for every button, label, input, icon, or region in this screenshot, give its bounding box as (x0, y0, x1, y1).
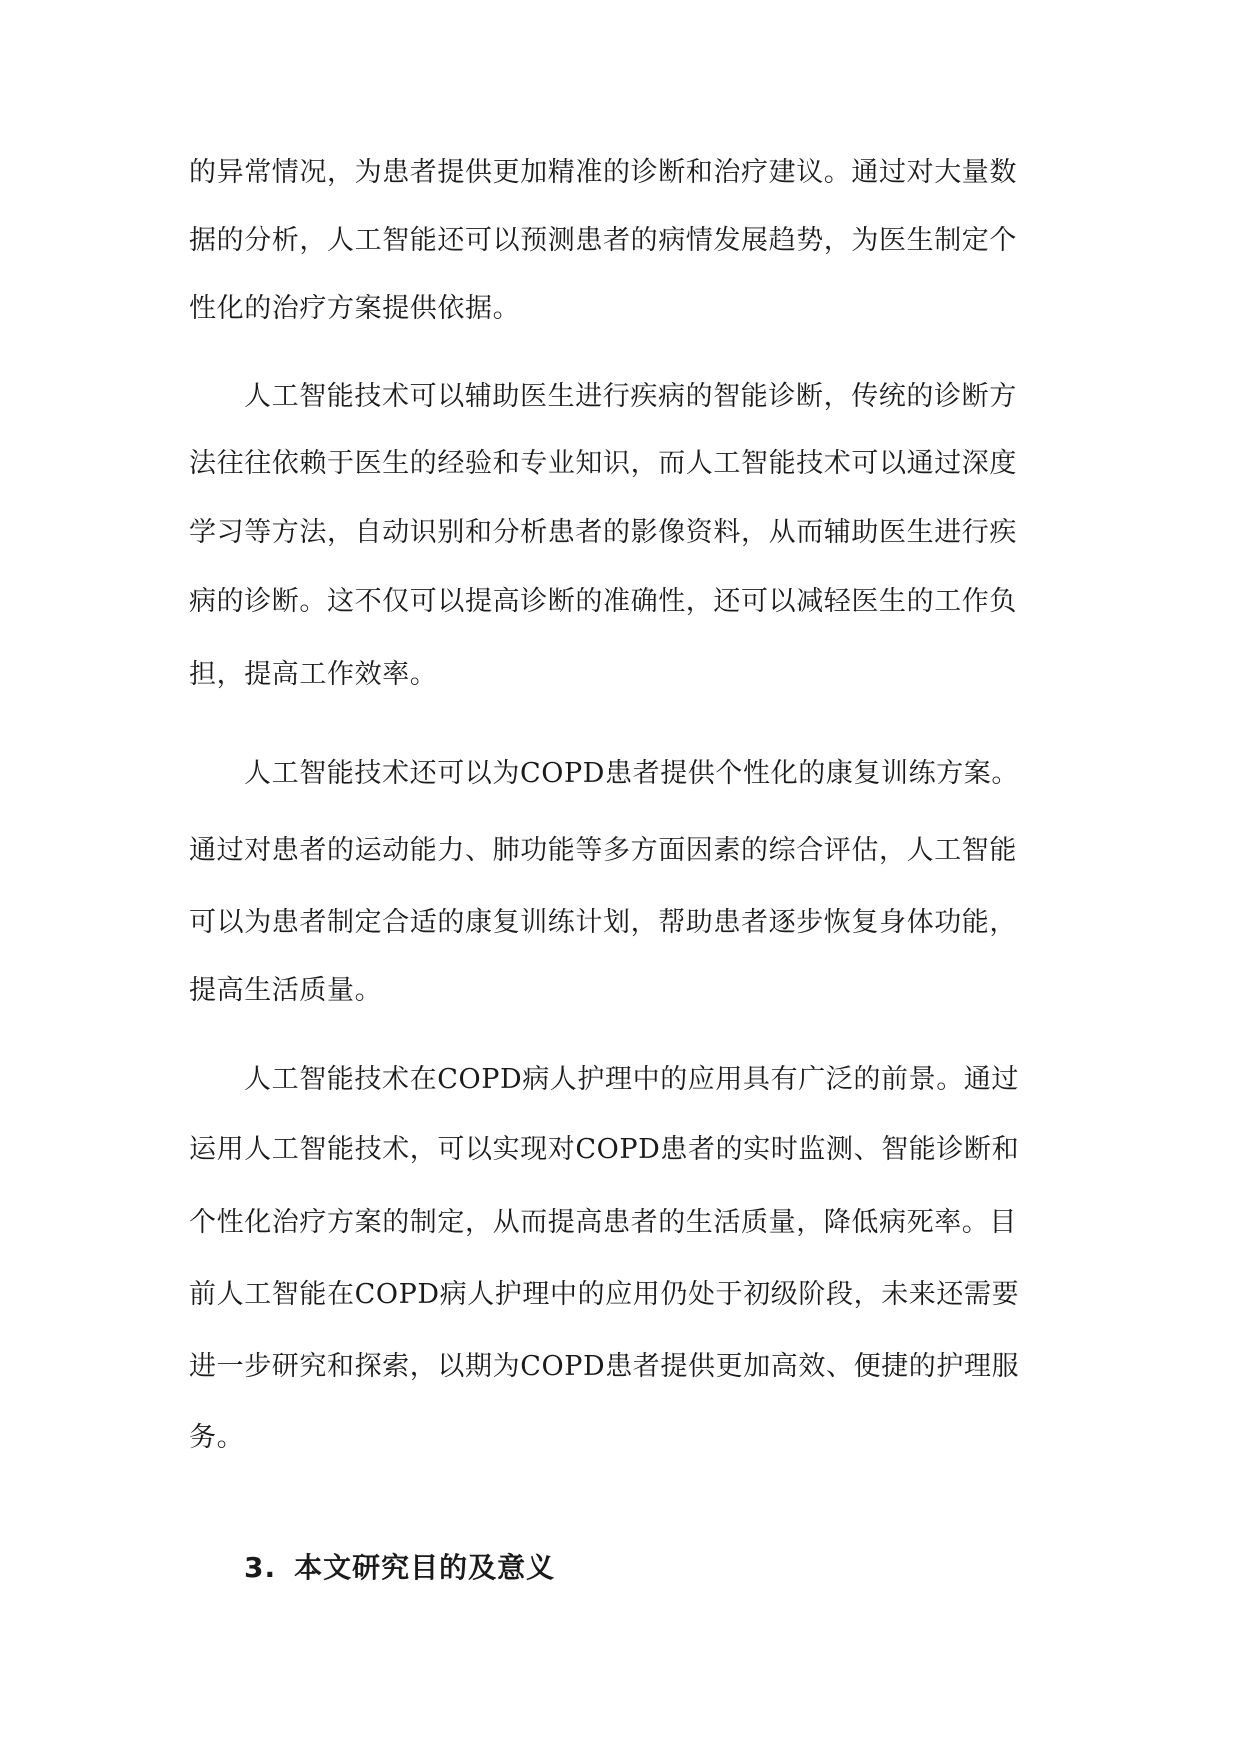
body-line (0, 831, 1241, 871)
body-line (0, 1060, 1241, 1100)
line-text: 人工智能技术可以辅助医生进行疾病的智能诊断，传统的诊断方 (244, 381, 1017, 412)
line-text: 人工智能技术在COPD病人护理中的应用具有广泛的前景。通过 (244, 1064, 1020, 1095)
line-text: 运用人工智能技术，可以实现对COPD患者的实时监测、智能诊断和 (189, 1134, 1020, 1165)
section-heading (244, 1548, 555, 1588)
line-text: 病的诊断。这不仅可以提高诊断的准确性，还可以减轻医生的工作负 (189, 586, 1017, 617)
line-text: 务。 (189, 1422, 245, 1453)
line-text: 据的分析，人工智能还可以预测患者的病情发展趋势，为医生制定个 (189, 225, 1017, 256)
body-line (0, 444, 1241, 484)
line-text: 通过对患者的运动能力、肺功能等多方面因素的综合评估，人工智能 (189, 835, 1017, 866)
body-line (0, 377, 1241, 417)
body-line (0, 971, 1241, 1011)
body-line (0, 1418, 1241, 1458)
line-text: 学习等方法，自动识别和分析患者的影像资料，从而辅助医生进行疾 (189, 517, 1017, 548)
body-line (0, 582, 1241, 622)
body-line (0, 1275, 1241, 1315)
section-title: 本文研究目的及意义 (294, 1551, 556, 1584)
body-line (0, 655, 1241, 695)
line-text: 担，提高工作效率。 (189, 659, 438, 690)
line-text: 法往往依赖于医生的经验和专业知识，而人工智能技术可以通过深度 (189, 448, 1017, 479)
line-text: 人工智能技术还可以为COPD患者提供个性化的康复训练方案。 (244, 758, 1020, 789)
body-line (0, 289, 1241, 329)
line-text: 进一步研究和探索，以期为COPD患者提供更加高效、便捷的护理服 (189, 1351, 1020, 1382)
line-text: 性化的治疗方案提供依据。 (189, 293, 521, 324)
body-line (0, 153, 1241, 193)
section-number: 3. (244, 1551, 277, 1584)
body-line (0, 754, 1241, 794)
line-text: 可以为患者制定合适的康复训练计划，帮助患者逐步恢复身体功能， (189, 907, 1017, 938)
body-line (0, 221, 1241, 261)
line-text: 前人工智能在COPD病人护理中的应用仍处于初级阶段，未来还需要 (189, 1279, 1020, 1310)
body-line (0, 903, 1241, 943)
line-text: 个性化治疗方案的制定，从而提高患者的生活质量，降低病死率。目 (189, 1207, 1017, 1238)
line-text: 提高生活质量。 (189, 975, 383, 1006)
body-line (0, 1347, 1241, 1387)
line-text: 的异常情况，为患者提供更加精准的诊断和治疗建议。通过对大量数 (189, 157, 1017, 188)
body-line (0, 513, 1241, 553)
body-line (0, 1203, 1241, 1243)
body-line (0, 1130, 1241, 1170)
